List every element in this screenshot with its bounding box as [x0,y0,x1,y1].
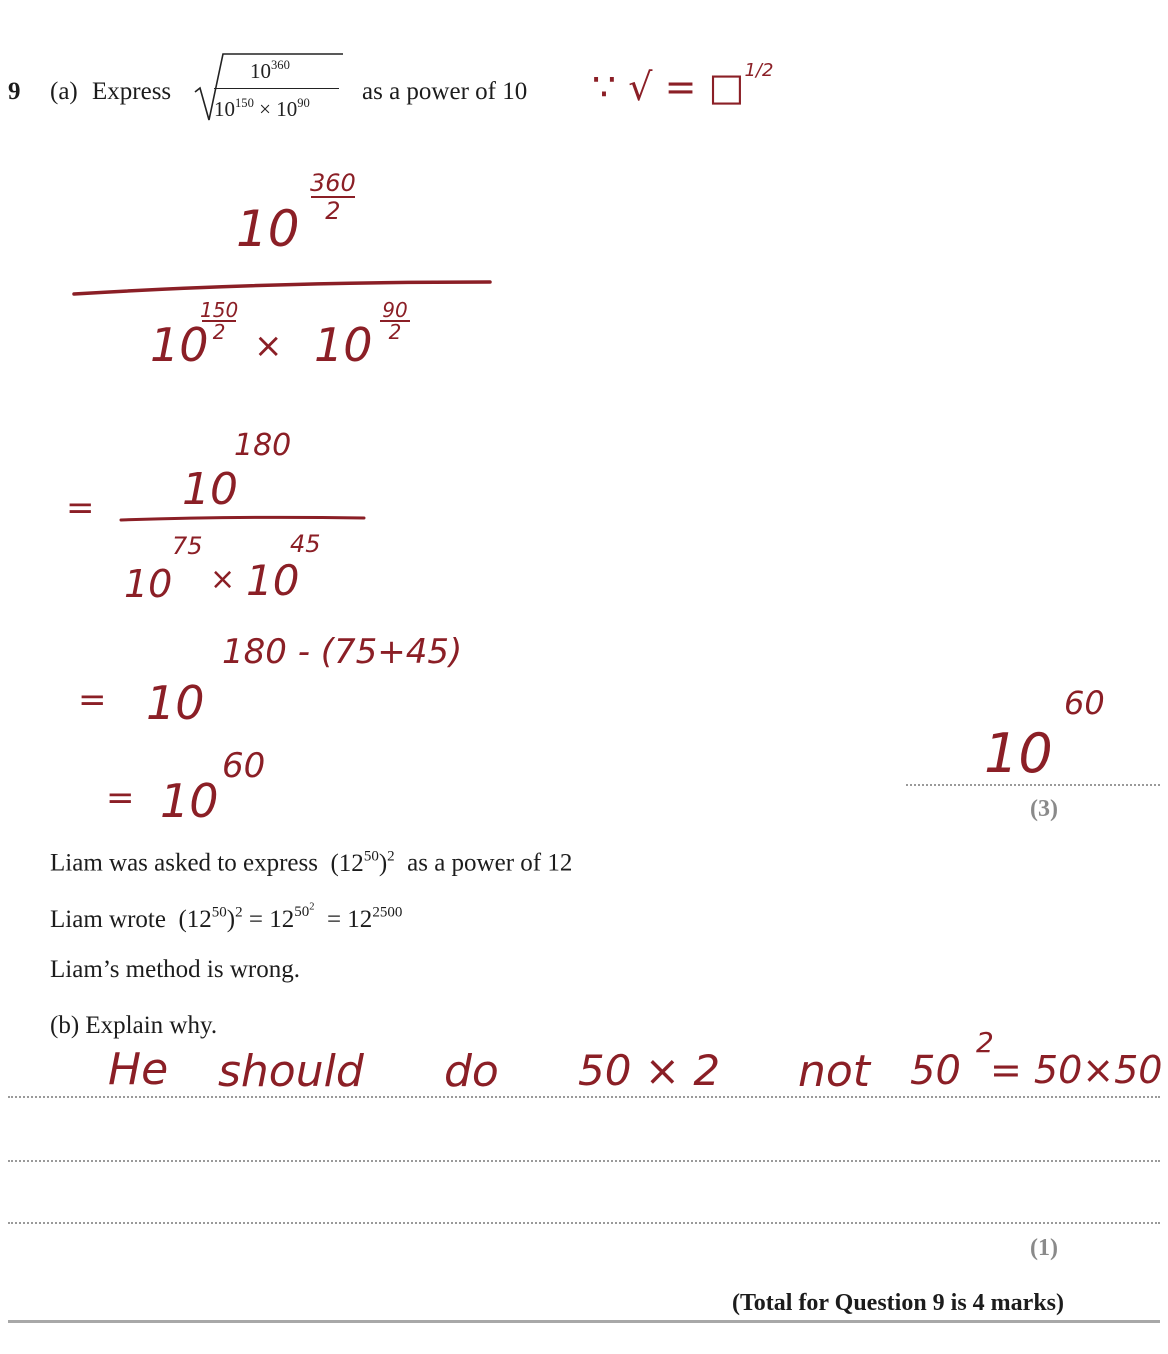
lhs-outer-exp: 2 [235,904,243,921]
answer-b-line-2[interactable] [8,1160,1160,1162]
step4-equals: = [106,778,135,818]
step3-base: 10 [146,676,205,730]
context-line-3: Liam’s method is wrong. [50,956,300,983]
step2-den-exponent-1: 75 [172,532,203,560]
numerator-exponent: 360 [271,58,290,72]
fraction-bar [214,88,339,89]
step2-equals: = [66,488,95,528]
lhs-exp: 50 [211,904,227,921]
step1-den-base-2: 10 [314,318,373,372]
context-line1-prefix: Liam was asked to express [50,849,318,877]
explanation-word-5: not [798,1046,871,1097]
question-total: (Total for Question 9 is 4 marks) [731,1290,1064,1316]
mid-exp-power: 2 [309,902,315,913]
step4-exponent: 60 [222,746,266,786]
explanation-word-1: He [108,1044,169,1095]
context-line-1 [50,848,572,878]
expr-outer-exp: 2 [387,848,395,864]
explanation-word-3: do [444,1046,499,1097]
denominator-base-2: 10 [276,96,298,121]
answer-a-base: 10 [984,722,1053,785]
part-a-suffix: as a power of 10 [362,78,528,105]
radical-denominator [214,96,310,122]
step2-numerator-base: 10 [182,464,238,515]
expr-exp: 50 [363,848,379,864]
context-line-2 [50,902,402,934]
part-b-label: (b) [50,1012,80,1039]
step1-den-exponent-2 [380,300,410,342]
mid-base: = 12 [248,905,295,933]
exp-bottom: 2 [388,320,402,344]
exp-top: 90 [382,298,408,322]
step4-base: 10 [160,774,219,828]
explanation-word-6-exp: 2 [976,1026,994,1059]
equals-symbol: = [664,65,697,109]
expr-base: (12 [330,849,364,877]
denominator-exponent-1: 150 [235,96,254,110]
part-a-prefix: Express [92,78,172,105]
box-symbol: □ [708,65,745,109]
mid-exp-base: 50 [294,904,310,921]
step1-den-exponent-1 [200,300,238,342]
lhs-close: ) [226,905,236,933]
mid-exp [294,904,314,920]
answer-b-line-3[interactable] [8,1222,1160,1224]
part-b-text: Explain why. [85,1012,218,1039]
step3-exponent: 180 - (75+45) [222,632,463,672]
radical-numerator [250,58,290,84]
step3-equals: = [78,680,107,720]
exp-bottom: 2 [212,320,226,344]
step1-numerator [236,200,300,258]
step2-numerator-exponent: 180 [234,428,292,463]
context-line1-expression [330,850,394,877]
step2-den-times: × [210,562,236,597]
explanation-word-4: 50 × 2 [578,1046,721,1095]
context-line2-prefix: Liam wrote [50,905,166,933]
part-a-label: (a) [50,78,78,105]
context-line1-suffix: as a power of 12 [407,849,573,877]
half-exponent: 1/2 [744,60,774,81]
step2-fraction-bar [118,510,368,526]
handwritten-root-note [592,60,773,109]
step1-den-times: × [254,326,283,366]
explanation-word-2: should [218,1046,364,1097]
explanation-word-7: = 50×50 [990,1048,1163,1092]
exp-bottom: 2 [325,197,341,225]
step1-numerator-base: 10 [236,200,300,258]
answer-a-line[interactable] [906,784,1160,786]
step2-den-base-2: 10 [246,556,300,605]
step1-fraction-bar [70,276,494,300]
part-a-marks: (3) [1030,796,1058,822]
part-b-marks: (1) [1030,1235,1058,1261]
denominator-base-1: 10 [214,96,235,121]
bottom-rule [8,1320,1160,1323]
denominator-exponent-2: 90 [297,96,310,110]
exp-top: 360 [310,169,356,197]
step1-numerator-exponent [310,170,356,224]
step2-den-base-1: 10 [124,562,173,606]
final-exp: 2500 [372,904,403,921]
answer-b-line-1[interactable] [8,1096,1160,1098]
lhs-base: (12 [178,905,212,933]
because-symbol: ∵ [592,65,617,109]
step1-den-base-1: 10 [150,318,209,372]
times-symbol: × [259,96,271,121]
step2-den-exponent-2: 45 [290,530,321,558]
expr-close: ) [378,849,388,877]
question-number: 9 [8,78,21,105]
numerator-base: 10 [250,58,271,83]
answer-a-exponent: 60 [1064,684,1105,722]
root-symbol: √ [628,65,653,109]
part-b-prompt [50,1012,217,1040]
explanation-word-6-base: 50 [910,1048,961,1094]
final-base: = 12 [326,905,373,933]
exp-top: 150 [200,298,239,322]
